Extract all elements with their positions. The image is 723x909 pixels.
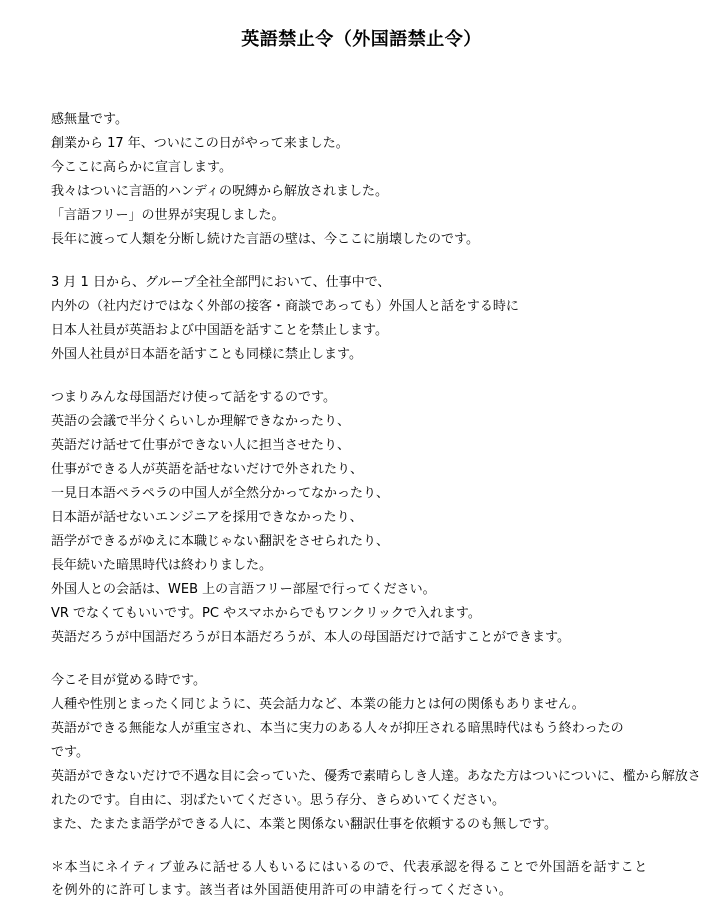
paragraph-line: れたのです。自由に、羽ばたいてください。思う存分、きらめいてください。 [51, 793, 505, 808]
note-line: ＊本当にネイティブ並みに話せる人もいるにはいるので、代表承認を得ることで外国語を話すこと [51, 860, 648, 875]
paragraph-line: 「言語フリー」の世界が実現しました。 [51, 208, 285, 223]
paragraph-4 [51, 669, 711, 837]
paragraph-line: VR でなくてもいいです。PC やスマホからでもワンクリックで入れます。 [51, 606, 481, 621]
paragraph-line: 我々はついに言語的ハンディの呪縛から解放されました。 [51, 184, 388, 199]
paragraph-line: 日本人社員が英語および中国語を話すことを禁止します。 [51, 323, 388, 338]
paragraph-line: 感無量です。 [51, 112, 128, 127]
paragraph-line: 語学ができるがゆえに本職じゃない翻訳をさせられたり、 [51, 534, 390, 549]
paragraph-line: 長年に渡って人類を分断し続けた言語の壁は、今ここに崩壊したのです。 [51, 232, 479, 247]
paragraph-line: 長年続いた暗黒時代は終わりました。 [51, 558, 273, 573]
paragraph-line: 英語の会議で半分くらいしか理解できなかったり、 [51, 414, 351, 429]
paragraph-1 [51, 108, 711, 252]
paragraph-line: 英語だろうが中国語だろうが日本語だろうが、本人の母国語だけで話すことができます。 [51, 630, 570, 645]
paragraph-line: 日本語が話せないエンジニアを採用できなかったり、 [51, 510, 363, 525]
paragraph-2 [51, 271, 711, 367]
paragraph-line: 創業から 17 年、ついにこの日がやって来ました。 [51, 136, 349, 151]
paragraph-line: つまりみんな母国語だけ使って話をするのです。 [51, 390, 336, 405]
note-line: を例外的に許可します。該当者は外国語使用許可の申請を行ってください。 [51, 883, 513, 898]
exception-note [51, 856, 711, 902]
document-title: 英語禁止令（外国語禁止令） [241, 29, 482, 50]
document-body [51, 108, 711, 902]
paragraph-line: 英語ができないだけで不遇な目に会っていた、優秀で素晴らしき人達。あなた方はついについに、檻から解放さ [51, 769, 701, 784]
paragraph-line: 今こそ目が覚める時です。 [51, 673, 206, 688]
paragraph-line: 内外の（社内だけではなく外部の接客・商談であっても）外国人と話をする時に [51, 299, 519, 314]
paragraph-line: また、たまたま語学ができる人に、本業と関係ない翻訳仕事を依頼するのも無しです。 [51, 817, 557, 832]
paragraph-line: 英語だけ話せて仕事ができない人に担当させたり、 [51, 438, 351, 453]
paragraph-line: 外国人社員が日本語を話すことも同様に禁止します。 [51, 347, 362, 362]
paragraph-line: です。 [51, 745, 89, 760]
paragraph-3 [51, 386, 711, 650]
paragraph-line: 3 月 1 日から、グループ全社全部門において、仕事中で、 [51, 275, 391, 290]
paragraph-line: 仕事ができる人が英語を話せないだけで外されたり、 [51, 462, 364, 477]
paragraph-line: 英語ができる無能な人が重宝され、本当に実力のある人々が抑圧される暗黒時代はもう終わったの [51, 721, 624, 736]
paragraph-line: 外国人との会話は、WEB 上の言語フリー部屋で行ってください。 [51, 582, 436, 597]
paragraph-line: 一見日本語ペラペラの中国人が全然分かってなかったり、 [51, 486, 390, 501]
paragraph-line: 人種や性別とまったく同じように、英会話力など、本業の能力とは何の関係もありません。 [51, 697, 585, 712]
paragraph-line: 今ここに高らかに宣言します。 [51, 160, 232, 175]
